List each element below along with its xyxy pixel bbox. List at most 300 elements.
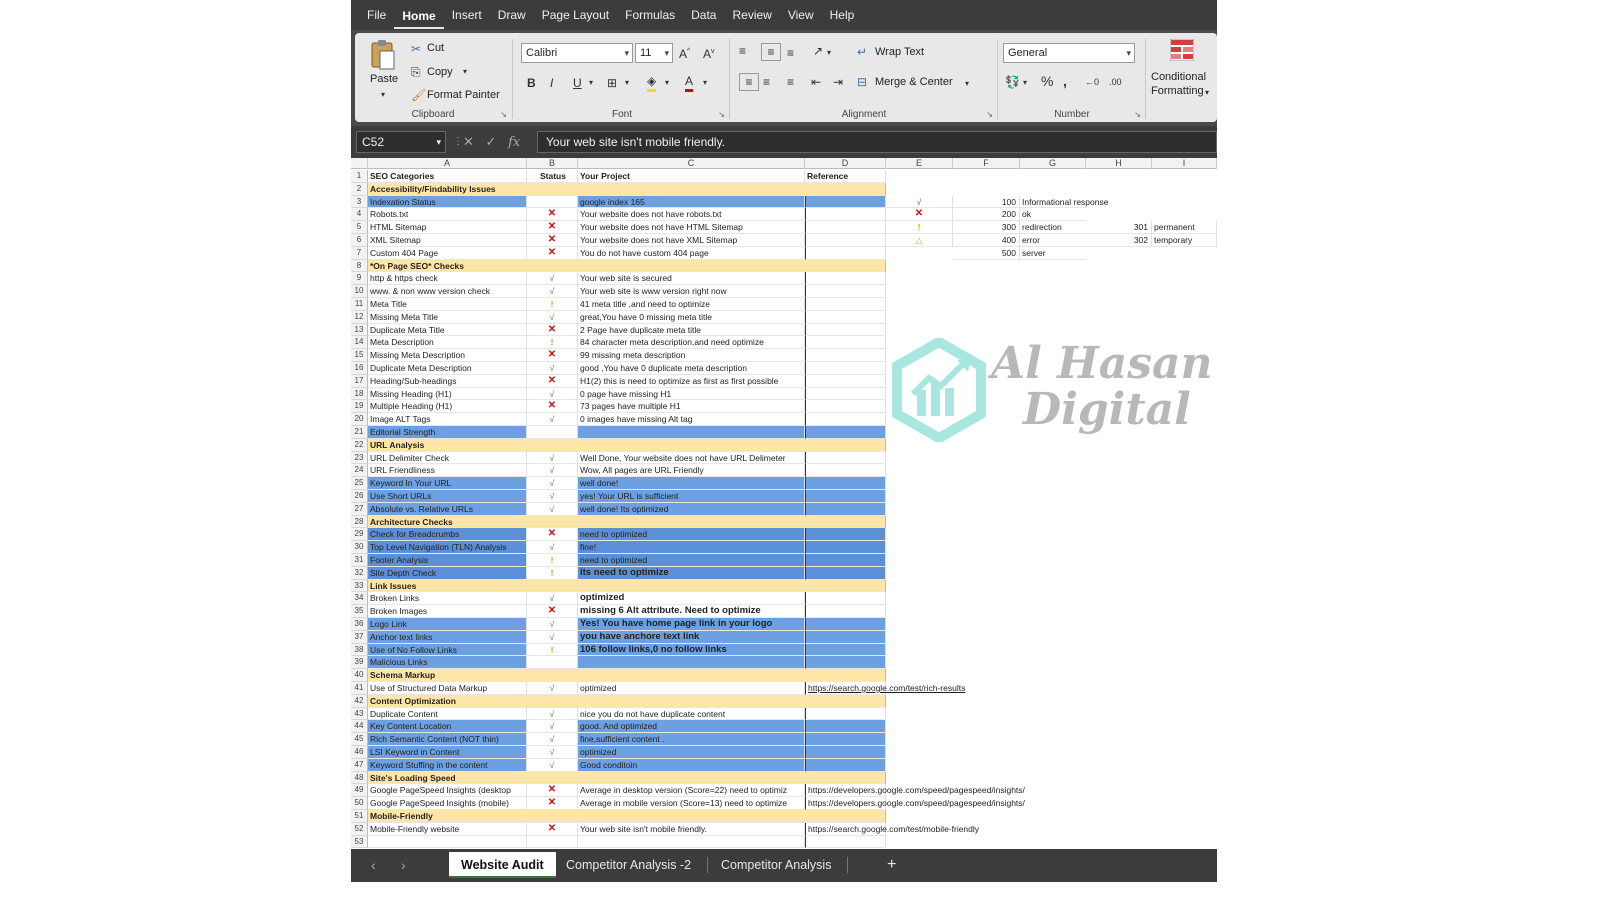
row-number[interactable]: 4: [351, 208, 368, 221]
row-number[interactable]: 26: [351, 490, 368, 503]
cell-c[interactable]: missing 6 Alt attribute. Need to optimize: [578, 605, 805, 618]
row-number[interactable]: 34: [351, 592, 368, 605]
cell-c[interactable]: 0 page have missing H1: [578, 388, 805, 401]
chevron-down-icon[interactable]: ▾: [1023, 78, 1028, 87]
chevron-down-icon[interactable]: ▾: [381, 90, 386, 99]
cell-c[interactable]: Well Done, Your website does not have URL Delimeter: [578, 452, 805, 465]
row-number[interactable]: 5: [351, 221, 368, 234]
bold-icon[interactable]: B: [527, 76, 536, 90]
align-middle-icon[interactable]: ≡: [761, 43, 781, 61]
conditional-formatting-button[interactable]: [1147, 33, 1217, 122]
copy-button[interactable]: Copy: [427, 66, 453, 78]
column-header-a[interactable]: A: [368, 158, 527, 169]
cell-d[interactable]: [805, 311, 886, 324]
cell-a[interactable]: Footer Analysis: [368, 554, 527, 567]
cell-c[interactable]: [578, 656, 805, 669]
cell-a[interactable]: Heading/Sub-headings: [368, 375, 527, 388]
number-label: Number: [1054, 109, 1090, 120]
wrap-text-button[interactable]: Wrap Text: [875, 46, 925, 58]
cell-d[interactable]: [805, 413, 886, 426]
cell-a[interactable]: Mobile-Friendly website: [368, 823, 527, 836]
row-number[interactable]: 53: [351, 836, 368, 849]
chevron-down-icon[interactable]: ▾: [625, 78, 630, 87]
cell-d[interactable]: [805, 247, 886, 260]
chevron-down-icon[interactable]: ▾: [827, 48, 832, 57]
cell-a[interactable]: Google PageSpeed Insights (desktop: [368, 784, 527, 797]
cell-d[interactable]: [805, 336, 886, 349]
row-number[interactable]: 6: [351, 234, 368, 247]
chevron-down-icon[interactable]: ▾: [703, 78, 708, 87]
section-header[interactable]: Schema Markup: [368, 669, 886, 682]
row-number[interactable]: 42: [351, 695, 368, 708]
cell-c[interactable]: need to optimized: [578, 554, 805, 567]
accounting-format-icon[interactable]: 💱: [1005, 75, 1020, 89]
cell-a[interactable]: Image ALT Tags: [368, 413, 527, 426]
menu-help[interactable]: Help: [829, 8, 855, 22]
cell-g[interactable]: ok: [1020, 208, 1086, 221]
cell-c[interactable]: Yes! You have home page link in your logo: [578, 618, 805, 631]
tab-competitor-analysis[interactable]: Competitor Analysis: [721, 858, 832, 872]
cell-d[interactable]: [805, 196, 886, 209]
section-header[interactable]: Link Issues: [368, 580, 886, 593]
cell-a[interactable]: Use Short URLs: [368, 490, 527, 503]
row-number[interactable]: 36: [351, 618, 368, 631]
cell-d[interactable]: [805, 797, 1025, 810]
cell-a[interactable]: Key Content Location: [368, 720, 527, 733]
column-header-f[interactable]: F: [953, 158, 1020, 169]
cell-c[interactable]: 99 missing meta description: [578, 349, 805, 362]
dialog-launcher-icon[interactable]: ↘: [986, 110, 993, 119]
row-number[interactable]: 12: [351, 311, 368, 324]
increase-decimal-icon[interactable]: ←0: [1085, 77, 1100, 87]
warning-icon: !: [527, 554, 578, 567]
paste-icon[interactable]: [369, 39, 397, 71]
cell-a[interactable]: Custom 404 Page: [368, 247, 527, 260]
cell-d[interactable]: [805, 618, 886, 631]
cell-f[interactable]: 300: [953, 221, 1020, 234]
enter-icon[interactable]: ✓: [485, 134, 497, 149]
menu-review[interactable]: Review: [732, 8, 772, 22]
row-number[interactable]: 31: [351, 554, 368, 567]
cell-d[interactable]: [805, 362, 886, 375]
next-sheet-icon[interactable]: ›: [401, 857, 406, 873]
cell-c[interactable]: Your web site is www version right now: [578, 285, 805, 298]
row-number[interactable]: 10: [351, 285, 368, 298]
row-number[interactable]: 3: [351, 196, 368, 209]
cell-c[interactable]: well done! Its optimized: [578, 503, 805, 516]
section-header[interactable]: Site's Loading Speed: [368, 772, 886, 785]
cell-c[interactable]: fine!: [578, 541, 805, 554]
cell-d[interactable]: [805, 490, 886, 503]
cell-c[interactable]: Average in desktop version (Score=22) need to optimiz: [578, 784, 805, 797]
cell-a[interactable]: Meta Title: [368, 298, 527, 311]
row-number[interactable]: 14: [351, 336, 368, 349]
row-number[interactable]: 50: [351, 797, 368, 810]
chevron-down-icon[interactable]: ▾: [463, 67, 468, 76]
dialog-launcher-icon[interactable]: ↘: [500, 110, 507, 119]
cell-d[interactable]: [805, 234, 886, 247]
cell-a[interactable]: URL Friendliness: [368, 464, 527, 477]
menu-formulas[interactable]: Formulas: [625, 8, 676, 22]
row-number[interactable]: 46: [351, 746, 368, 759]
row-number[interactable]: 29: [351, 528, 368, 541]
cell-d[interactable]: [805, 503, 886, 516]
row-number[interactable]: 32: [351, 567, 368, 580]
row-number[interactable]: 20: [351, 413, 368, 426]
chevron-down-icon[interactable]: ▾: [965, 79, 970, 88]
cell-d[interactable]: [805, 823, 980, 836]
row-number[interactable]: 13: [351, 324, 368, 337]
cell-d[interactable]: [805, 746, 886, 759]
cell-c[interactable]: good ,You have 0 duplicate meta description: [578, 362, 805, 375]
row-number[interactable]: 30: [351, 541, 368, 554]
row-number[interactable]: 28: [351, 516, 368, 529]
row-number[interactable]: 33: [351, 580, 368, 593]
cell-h[interactable]: 302: [1086, 234, 1152, 247]
cell-f[interactable]: 500: [953, 247, 1020, 260]
percent-icon[interactable]: %: [1041, 73, 1054, 89]
cell-d[interactable]: [805, 298, 886, 311]
conditional-label-2: Formatting: [1151, 85, 1204, 97]
row-number[interactable]: 45: [351, 733, 368, 746]
tab-website-audit[interactable]: Website Audit: [449, 852, 556, 878]
row-number[interactable]: 9: [351, 272, 368, 285]
row-number[interactable]: 15: [351, 349, 368, 362]
fill-color-icon[interactable]: ◈: [647, 73, 656, 92]
row-number[interactable]: 19: [351, 400, 368, 413]
cell-a[interactable]: Rich Semantic Content (NOT thin): [368, 733, 527, 746]
tab-competitor-analysis-2[interactable]: Competitor Analysis -2: [566, 858, 692, 872]
cell-c[interactable]: Your web site is secured: [578, 272, 805, 285]
cell-a[interactable]: Top Level Navigation (TLN) Analysis: [368, 541, 527, 554]
cell-c[interactable]: Good conditoin: [578, 759, 805, 772]
chevron-down-icon[interactable]: ▾: [665, 78, 670, 87]
cell-d[interactable]: [805, 554, 886, 567]
formula-input[interactable]: Your web site isn't mobile friendly.: [537, 131, 1217, 153]
row-number[interactable]: 22: [351, 439, 368, 452]
prev-sheet-icon[interactable]: ‹: [371, 857, 376, 873]
row-number[interactable]: 40: [351, 669, 368, 682]
cell-d[interactable]: [805, 631, 886, 644]
cell-d[interactable]: [805, 426, 886, 439]
cell-c[interactable]: well done!: [578, 477, 805, 490]
cell-c[interactable]: 73 pages have multiple H1: [578, 400, 805, 413]
cell-c[interactable]: Your website does not have robots.txt: [578, 208, 805, 221]
cell-c[interactable]: 41 meta title ,and need to optimize: [578, 298, 805, 311]
cut-button[interactable]: Cut: [427, 42, 445, 54]
cell-c[interactable]: [578, 836, 805, 849]
comma-style-icon[interactable]: ,: [1063, 73, 1067, 89]
row-number[interactable]: 23: [351, 452, 368, 465]
cell-a[interactable]: Broken Images: [368, 605, 527, 618]
row-number[interactable]: 18: [351, 388, 368, 401]
cell-d[interactable]: [805, 759, 886, 772]
cell-c[interactable]: 84 character meta description,and need optimize: [578, 336, 805, 349]
font-size-select[interactable]: 11 ▾: [635, 43, 673, 63]
font-color-icon[interactable]: A: [685, 73, 693, 92]
cell-d[interactable]: [805, 375, 886, 388]
menu-page-layout[interactable]: Page Layout: [541, 8, 610, 22]
row-number[interactable]: 27: [351, 503, 368, 516]
cell-d[interactable]: [805, 208, 886, 221]
cell-a[interactable]: Meta Description: [368, 336, 527, 349]
column-header-c[interactable]: C: [578, 158, 805, 169]
pass-icon: √: [527, 285, 578, 298]
reference-link[interactable]: https://developers.google.com/speed/pagespeed/insights/: [808, 785, 1025, 796]
section-header[interactable]: URL Analysis: [368, 439, 886, 452]
cell-a[interactable]: Check for Breadcrumbs: [368, 528, 527, 541]
align-center-icon[interactable]: ≡: [763, 75, 771, 89]
cell-d[interactable]: [805, 682, 966, 695]
cell-a[interactable]: Google PageSpeed Insights (mobile): [368, 797, 527, 810]
underline-icon[interactable]: U: [573, 76, 582, 90]
cell-d[interactable]: [805, 388, 886, 401]
cell-a[interactable]: http & https check: [368, 272, 527, 285]
cell-g[interactable]: server: [1020, 247, 1086, 260]
decrease-font-icon[interactable]: $A^v$: [703, 47, 715, 61]
column-header-i[interactable]: I: [1152, 158, 1217, 169]
cell-d[interactable]: [805, 708, 886, 721]
cell-c[interactable]: good. And optimized: [578, 720, 805, 733]
cell-c[interactable]: optimized: [578, 682, 805, 695]
cell-d[interactable]: [805, 324, 886, 337]
decrease-indent-icon[interactable]: ⇤: [811, 75, 822, 89]
cell-i[interactable]: temporary: [1152, 234, 1217, 247]
cell-c[interactable]: great,You have 0 missing meta title: [578, 311, 805, 324]
row-number[interactable]: 16: [351, 362, 368, 375]
cell-a[interactable]: URL Delimiter Check: [368, 452, 527, 465]
row-number[interactable]: 35: [351, 605, 368, 618]
row-number[interactable]: 48: [351, 772, 368, 785]
row-number[interactable]: 52: [351, 823, 368, 836]
borders-icon[interactable]: ⊞: [607, 76, 618, 90]
cell-d[interactable]: [805, 605, 886, 618]
cell-d[interactable]: [805, 528, 886, 541]
cell-a[interactable]: Multiple Heading (H1): [368, 400, 527, 413]
align-left-icon[interactable]: ≡: [739, 73, 759, 91]
cell-g[interactable]: redirection: [1020, 221, 1086, 234]
cell-a[interactable]: Indexation Status: [368, 196, 527, 209]
cell-d[interactable]: [805, 221, 886, 234]
column-header-e[interactable]: E: [886, 158, 953, 169]
menu-view[interactable]: View: [787, 8, 814, 22]
cell-d[interactable]: [805, 656, 886, 669]
dialog-launcher-icon[interactable]: ↘: [1134, 110, 1141, 119]
cell-d[interactable]: [805, 400, 886, 413]
format-painter-button[interactable]: Format Painter: [427, 89, 500, 101]
merge-center-button[interactable]: Merge & Center: [875, 76, 953, 88]
cell-a[interactable]: Broken Links: [368, 592, 527, 605]
reference-link[interactable]: https://search.google.com/test/mobile-friendly: [808, 823, 980, 834]
cell-d[interactable]: [805, 464, 886, 477]
cell-a[interactable]: Logo Link: [368, 618, 527, 631]
cell-a[interactable]: Malicious Links: [368, 656, 527, 669]
row-number[interactable]: 17: [351, 375, 368, 388]
cell-d[interactable]: [805, 285, 886, 298]
cell-c[interactable]: you have anchore text link: [578, 631, 805, 644]
dialog-launcher-icon[interactable]: ↘: [718, 110, 725, 119]
cell-c[interactable]: Your website does not have XML Sitemap: [578, 234, 805, 247]
reference-link[interactable]: https://developers.google.com/speed/pagespeed/insights/: [808, 798, 1025, 809]
cell-a[interactable]: Missing Heading (H1): [368, 388, 527, 401]
align-bottom-icon[interactable]: ≡: [787, 46, 795, 60]
cell-c[interactable]: need to optimized: [578, 528, 805, 541]
add-sheet-button[interactable]: +: [887, 856, 897, 873]
row-number[interactable]: 49: [351, 784, 368, 797]
cell-g[interactable]: Informational response: [1022, 196, 1109, 207]
cell-c[interactable]: H1(2) this is need to optimize as first as first possible: [578, 375, 805, 388]
cell-b[interactable]: Status: [527, 170, 578, 183]
cell-a[interactable]: Editorial Strength: [368, 426, 527, 439]
cell-d[interactable]: [805, 272, 886, 285]
cell-c[interactable]: fine,sufficient content .: [578, 733, 805, 746]
cell-c[interactable]: yes! Your URL is sufficient: [578, 490, 805, 503]
cell-d[interactable]: [805, 720, 886, 733]
italic-icon[interactable]: I: [550, 76, 554, 90]
row-number[interactable]: 25: [351, 477, 368, 490]
cell-d[interactable]: [805, 592, 886, 605]
cell-a[interactable]: Use of No Follow Links: [368, 644, 527, 657]
cell-f[interactable]: 100: [953, 196, 1020, 209]
insert-function-icon[interactable]: fx: [508, 135, 521, 150]
more-icon[interactable]: ⋮: [453, 136, 463, 147]
font-name-select[interactable]: Calibri ▾: [521, 43, 633, 63]
cell-g[interactable]: error: [1020, 234, 1086, 247]
row-number[interactable]: 51: [351, 810, 368, 823]
worksheet-grid[interactable]: [351, 158, 1217, 849]
column-header-h[interactable]: H: [1086, 158, 1152, 169]
cell-c[interactable]: optimized: [578, 592, 805, 605]
cell-a[interactable]: Missing Meta Description: [368, 349, 527, 362]
menu-data[interactable]: Data: [691, 8, 717, 22]
cell-h[interactable]: 301: [1086, 221, 1152, 234]
row-number[interactable]: 41: [351, 682, 368, 695]
section-header[interactable]: Content Optimization: [368, 695, 886, 708]
column-header-d[interactable]: D: [805, 158, 886, 169]
row-number[interactable]: 2: [351, 183, 368, 196]
cell-d[interactable]: [805, 644, 886, 657]
increase-font-icon[interactable]: A^: [679, 47, 691, 61]
pass-icon: √: [527, 452, 578, 465]
cell-c[interactable]: Your website does not have HTML Sitemap: [578, 221, 805, 234]
cell-d[interactable]: [805, 452, 886, 465]
menu-home[interactable]: Home: [394, 1, 443, 29]
cell-a[interactable]: [368, 836, 527, 849]
section-header[interactable]: Architecture Checks: [368, 516, 886, 529]
paste-button[interactable]: Paste: [370, 73, 399, 85]
row-number[interactable]: 8: [351, 260, 368, 273]
cell-d[interactable]: [805, 349, 886, 362]
fail-icon: ✕: [527, 208, 578, 221]
cell-c[interactable]: 106 follow links,0 no follow links: [578, 644, 805, 657]
cell-a[interactable]: www. & non www version check: [368, 285, 527, 298]
section-header[interactable]: Accessibility/Findability Issues: [368, 183, 886, 196]
chevron-down-icon[interactable]: ▾: [589, 78, 594, 87]
section-header[interactable]: Mobile-Friendly: [368, 810, 886, 823]
cell-a[interactable]: Site Depth Check: [368, 567, 527, 580]
increase-indent-icon[interactable]: ⇥: [833, 75, 844, 89]
column-header-g[interactable]: G: [1020, 158, 1086, 169]
decrease-decimal-icon[interactable]: .00: [1109, 77, 1122, 87]
row-number[interactable]: 24: [351, 464, 368, 477]
cell-i[interactable]: permanent: [1152, 221, 1217, 234]
cell-c[interactable]: optimized: [578, 746, 805, 759]
cell-c[interactable]: Your web site isn't mobile friendly.: [578, 823, 805, 836]
cell-c[interactable]: 2 Page have duplicate meta title: [578, 324, 805, 337]
cell-a[interactable]: LSI Keyword in Content: [368, 746, 527, 759]
cell-a[interactable]: Duplicate Meta Description: [368, 362, 527, 375]
cell-d[interactable]: [805, 784, 1025, 797]
number-format-select[interactable]: General ▾: [1003, 43, 1135, 63]
cancel-icon[interactable]: ✕: [463, 134, 474, 149]
cell-d[interactable]: [805, 836, 886, 849]
orientation-icon[interactable]: ↗: [813, 44, 824, 58]
cell-c[interactable]: google index 165: [578, 196, 805, 209]
row-number[interactable]: 47: [351, 759, 368, 772]
row-number[interactable]: 37: [351, 631, 368, 644]
cell-a[interactable]: Anchor text links: [368, 631, 527, 644]
cell-c[interactable]: 0 images have missing Alt tag: [578, 413, 805, 426]
cell-c[interactable]: Average in mobile version (Score=13) need to optimize: [578, 797, 805, 810]
name-box[interactable]: C52 ▾: [356, 131, 446, 153]
cell-c[interactable]: [578, 426, 805, 439]
cell-a[interactable]: SEO Categories: [368, 170, 527, 183]
cell-a[interactable]: Duplicate Content: [368, 708, 527, 721]
cell-d[interactable]: [805, 567, 886, 580]
row-number[interactable]: 21: [351, 426, 368, 439]
cell-d[interactable]: [805, 477, 886, 490]
row-number[interactable]: 11: [351, 298, 368, 311]
reference-link[interactable]: https://search.google.com/test/rich-results: [808, 683, 966, 693]
menu-insert[interactable]: Insert: [451, 8, 482, 22]
row-number[interactable]: 7: [351, 247, 368, 260]
cell-a[interactable]: Duplicate Meta Title: [368, 324, 527, 337]
cell-a[interactable]: HTML Sitemap: [368, 221, 527, 234]
cell-d[interactable]: [805, 541, 886, 554]
column-header-b[interactable]: B: [527, 158, 578, 169]
cell-a[interactable]: Absolute vs. Relative URLs: [368, 503, 527, 516]
menu-draw[interactable]: Draw: [497, 8, 526, 22]
warning-icon: !: [527, 567, 578, 580]
cell-f[interactable]: 200: [953, 208, 1020, 221]
cell-a[interactable]: Use of Structured Data Markup: [368, 682, 527, 695]
cell-c[interactable]: its need to optimize: [578, 567, 805, 580]
cell-a[interactable]: Robots.txt: [368, 208, 527, 221]
cell-c[interactable]: You do not have custom 404 page: [578, 247, 805, 260]
cell-c[interactable]: Wow, All pages are URL Friendly: [578, 464, 805, 477]
cell-a[interactable]: Keyword Stuffing in the content: [368, 759, 527, 772]
cell-c[interactable]: Your Project: [578, 170, 805, 183]
cell-a[interactable]: XML Sitemap: [368, 234, 527, 247]
row-number[interactable]: 44: [351, 720, 368, 733]
row-number[interactable]: 38: [351, 644, 368, 657]
cell-f[interactable]: 400: [953, 234, 1020, 247]
select-all-corner[interactable]: [351, 158, 368, 169]
table-row: [351, 656, 1217, 669]
row-number[interactable]: 39: [351, 656, 368, 669]
menu-file[interactable]: File: [367, 8, 387, 22]
cell-d[interactable]: Reference: [805, 170, 886, 183]
section-header[interactable]: *On Page SEO* Checks: [368, 260, 886, 273]
cell-a[interactable]: Keyword In Your URL: [368, 477, 527, 490]
row-number[interactable]: 43: [351, 708, 368, 721]
align-top-icon[interactable]: ≡: [739, 44, 747, 58]
align-right-icon[interactable]: ≡: [787, 75, 795, 89]
cell-d[interactable]: [805, 733, 886, 746]
cell-a[interactable]: Missing Meta Title: [368, 311, 527, 324]
row-number[interactable]: 1: [351, 170, 368, 183]
cell-c[interactable]: nice you do not have duplicate content: [578, 708, 805, 721]
